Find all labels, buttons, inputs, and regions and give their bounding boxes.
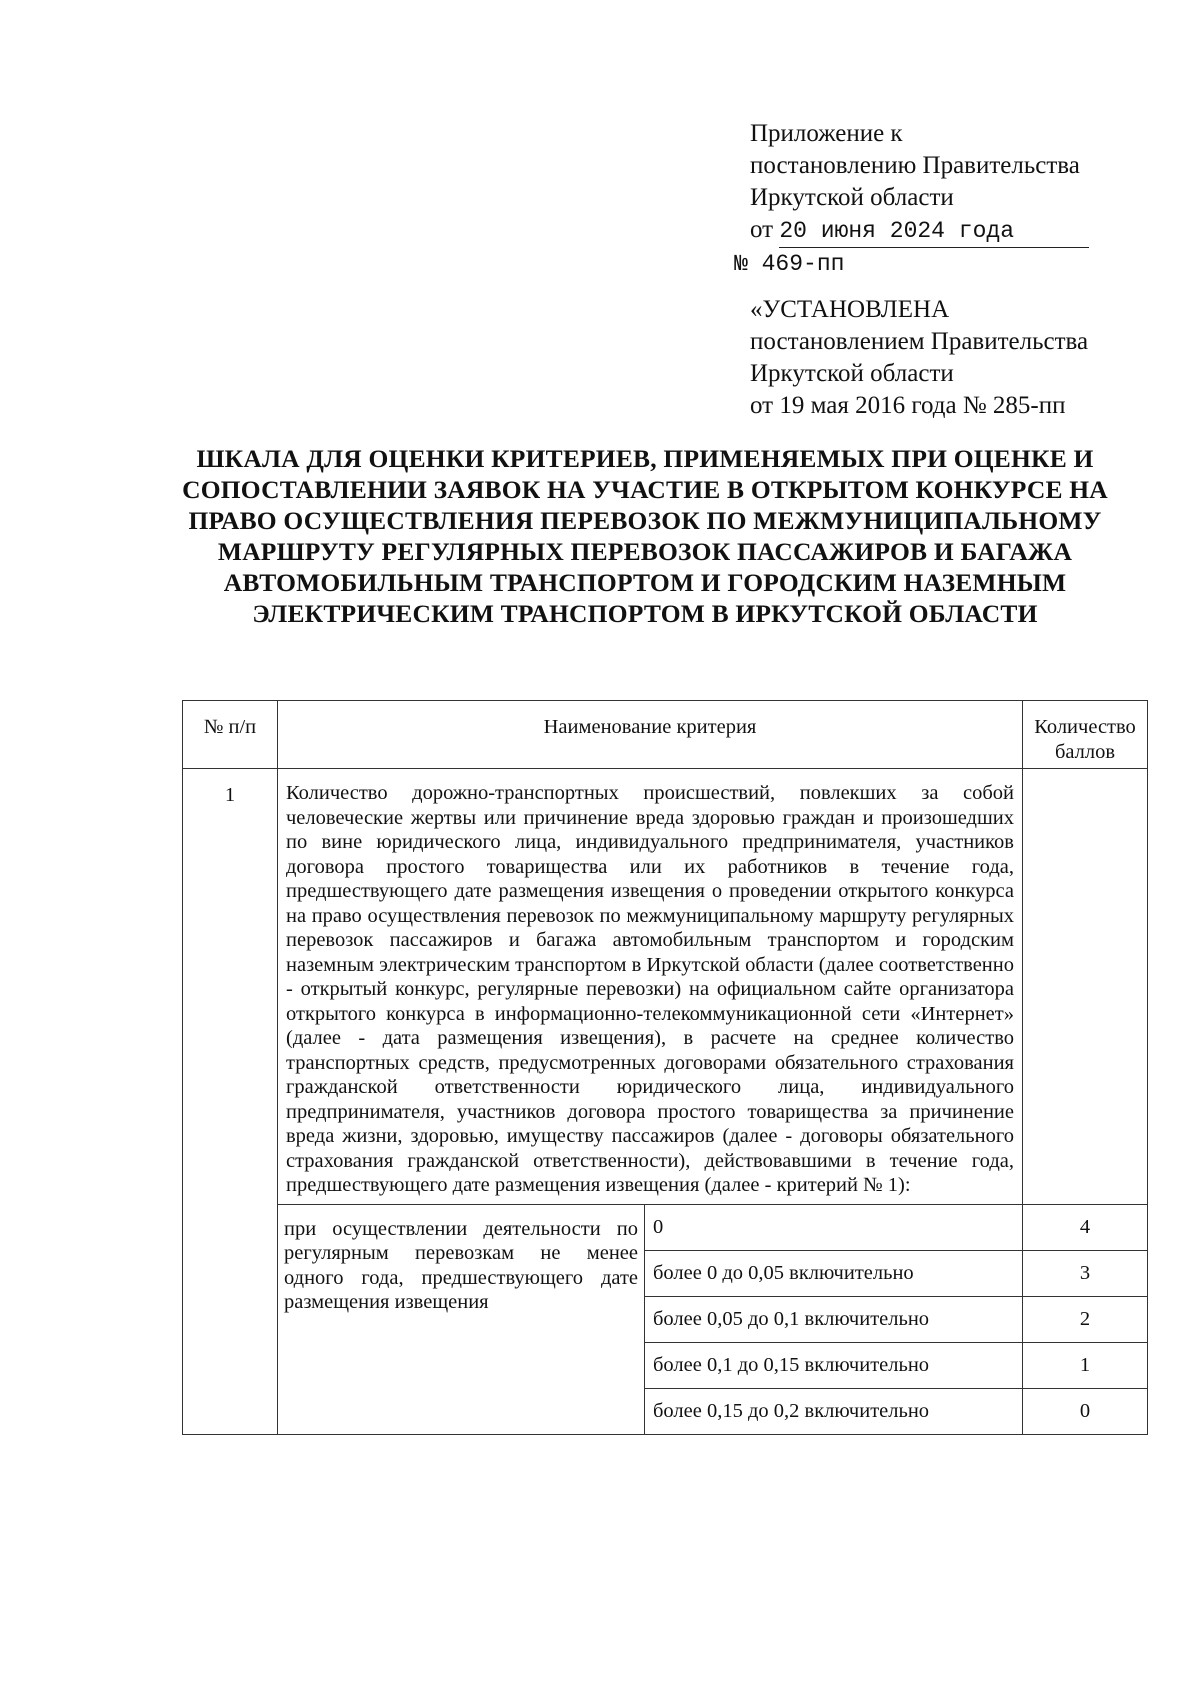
table-row	[183, 1204, 1148, 1250]
table-header-row	[183, 701, 1148, 769]
established-line-3: Иркутской области	[750, 360, 954, 387]
criterion-score-empty	[1023, 769, 1148, 1205]
points-cell: 2	[1023, 1296, 1148, 1342]
criteria-table	[182, 700, 1148, 1435]
header-line-2: постановлению Правительства	[750, 152, 1080, 179]
appendix-header	[734, 118, 1150, 422]
header-line-3: Иркутской области	[750, 184, 954, 211]
resolution-number-value: 469-пп	[761, 251, 845, 277]
range-cell: более 0 до 0,05 включительно	[645, 1250, 1023, 1296]
header-num: № п/п	[183, 701, 278, 769]
established-line-4: от 19 мая 2016 года № 285-пп	[750, 392, 1066, 419]
range-cell: более 0,05 до 0,1 включительно	[645, 1296, 1023, 1342]
points-cell: 3	[1023, 1250, 1148, 1296]
header-line-1: Приложение к	[750, 120, 903, 147]
criterion-text: Количество дорожно-транспортных происшествий, повлекших за собой человеческие жертвы или причинение вреда здоровью граждан и произошедших по вине юридического лица, индивидуального предпринимателя, участников договора простого товарищества или их работников в течение года, предшествующего дате размещения извещения о проведении открытого конкурса на право осуществления перевозок по межмуниципальному маршруту регулярных перевозок пассажиров и багажа автомобильным транспортом и городским наземным электрическим транспортом в Иркутской области (далее соответственно - открытый конкурс, регулярные перевозки) на официальном сайте организатора открытого конкурса в информационно-телекоммуникационной сети «Интернет» (далее - дата размещения извещения), в расчете на среднее количество транспортных средств, предусмотренных договорами обязательного страхования гражданской ответственности юридического лица, индивидуального предпринимателя, участников договора простого товарищества за причинение вреда жизни, здоровью, имуществу пассажиров (далее - договоры обязательного страхования гражданской ответственности), действовавшими в течение года, предшествующего дате размещения извещения (далее - критерий № 1):	[278, 769, 1023, 1205]
range-cell: более 0,15 до 0,2 включительно	[645, 1388, 1023, 1434]
range-cell: более 0,1 до 0,15 включительно	[645, 1342, 1023, 1388]
resolution-date: от 20 июня 2024 года	[750, 214, 1150, 248]
points-cell: 0	[1023, 1388, 1148, 1434]
points-cell: 4	[1023, 1204, 1148, 1250]
resolution-number: № 469-пп	[734, 251, 845, 277]
range-cell: 0	[645, 1204, 1023, 1250]
criterion-number: 1	[183, 769, 278, 1435]
condition-label: при осуществлении деятельности по регулярным перевозкам не менее одного года, предшествующего дате размещения извещения	[278, 1204, 645, 1434]
points-cell: 1	[1023, 1342, 1148, 1388]
header-score: Количество баллов	[1023, 701, 1148, 769]
criterion-row	[183, 769, 1148, 1205]
established-line-1: «УСТАНОВЛЕНА	[750, 296, 950, 323]
header-criterion-name: Наименование критерия	[278, 701, 1023, 769]
resolution-date-value: 20 июня 2024 года	[779, 215, 1089, 248]
document-title: ШКАЛА ДЛЯ ОЦЕНКИ КРИТЕРИЕВ, ПРИМЕНЯЕМЫХ ПРИ ОЦЕНКЕ И СОПОСТАВЛЕНИИ ЗАЯВОК НА УЧАСТИЕ В ОТКРЫТОМ КОНКУРСЕ НА ПРАВО ОСУЩЕСТВЛЕНИЯ ПЕРЕВОЗОК ПО МЕЖМУНИЦИПАЛЬНОМУ МАРШРУТУ РЕГУЛЯРНЫХ ПЕРЕВОЗОК ПАССАЖИРОВ И БАГАЖА АВТОМОБИЛЬНЫМ ТРАНСПОРТОМ И ГОРОДСКИМ НАЗЕМНЫМ ЭЛЕКТРИЧЕСКИМ ТРАНСПОРТОМ В ИРКУТСКОЙ ОБЛАСТИ	[182, 444, 1108, 628]
established-line-2: постановлением Правительства	[750, 328, 1089, 355]
